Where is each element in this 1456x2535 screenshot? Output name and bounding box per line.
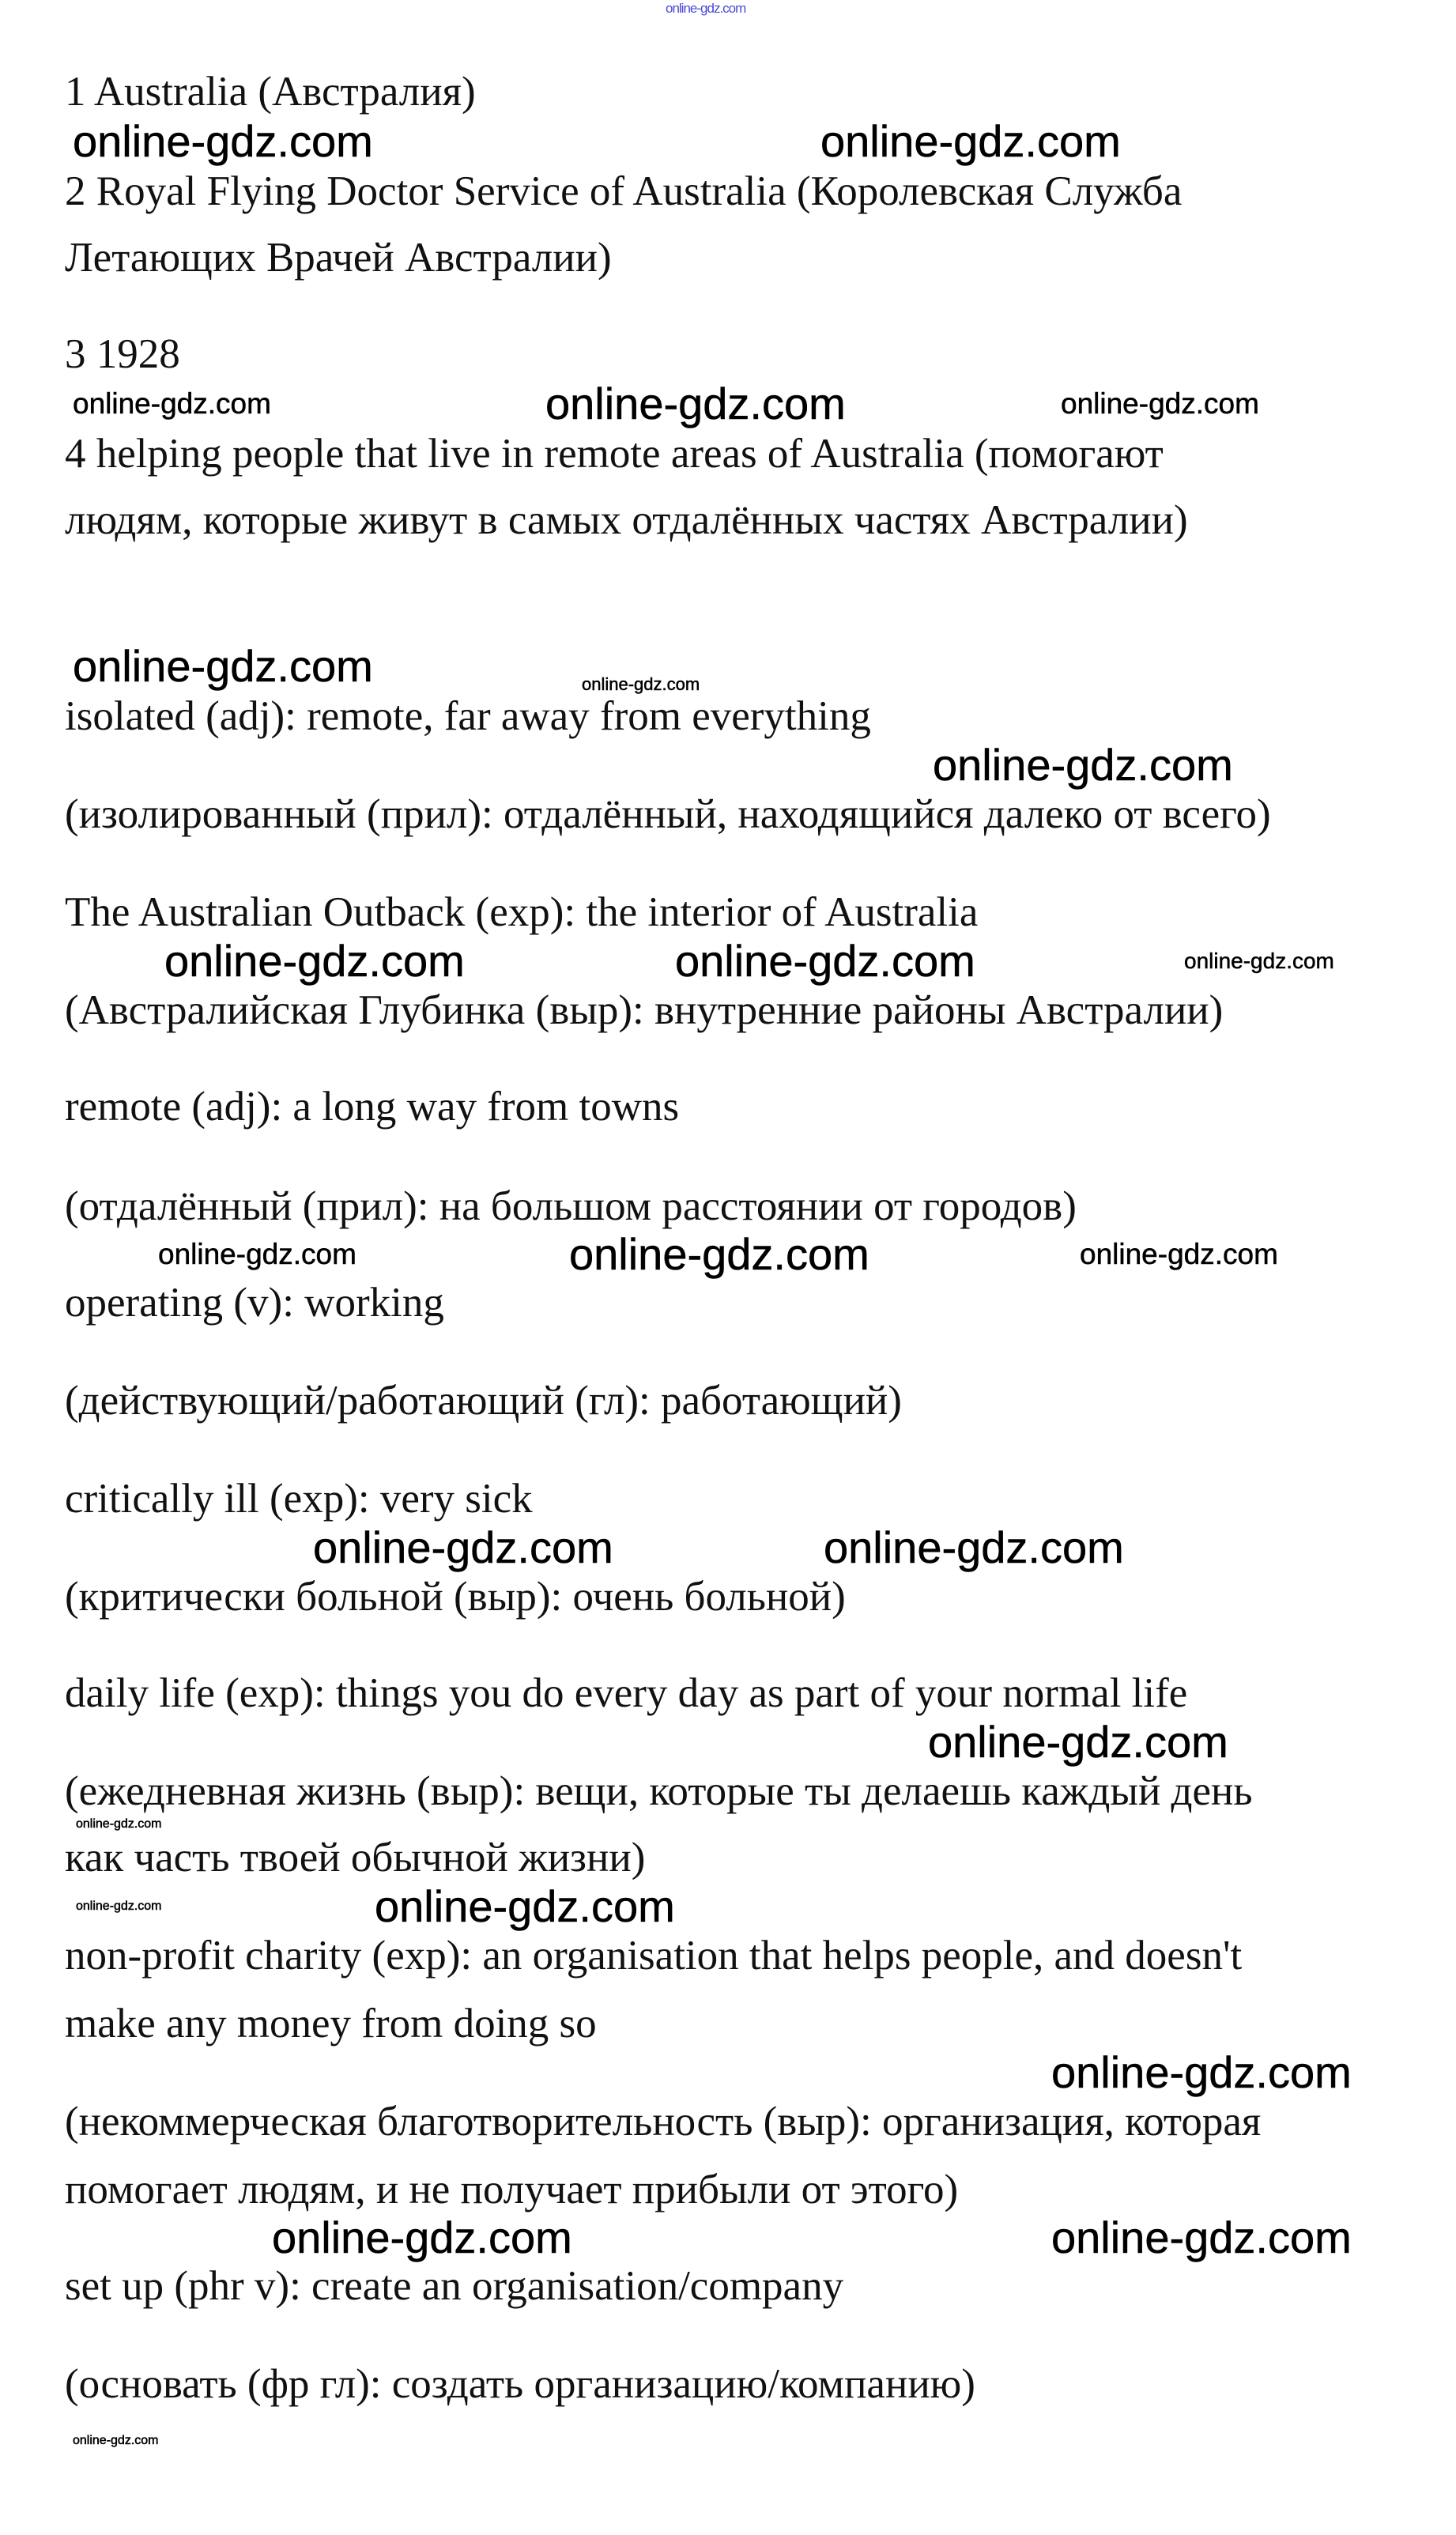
text-line: set up (phr v): create an organisation/company — [65, 2263, 844, 2309]
text-line: (основать (фр гл): создать организацию/компанию) — [65, 2361, 975, 2407]
watermark: online-gdz.com — [545, 379, 846, 428]
text-line: Летающих Врачей Австралии) — [65, 235, 612, 281]
text-line: 2 Royal Flying Doctor Service of Australia (Королевская Служба — [65, 168, 1183, 214]
watermark: online-gdz.com — [1080, 1238, 1278, 1270]
watermark: online-gdz.com — [76, 1817, 162, 1831]
watermark: online-gdz.com — [1051, 2047, 1352, 2097]
text-line: людям, которые живут в самых отдалённых частях Австралии) — [65, 497, 1188, 543]
text-line: 3 1928 — [65, 331, 180, 377]
watermark: online-gdz.com — [1051, 2212, 1352, 2262]
text-line: The Australian Outback (exp): the interior of Australia — [65, 889, 979, 935]
watermark: online-gdz.com — [73, 387, 271, 420]
text-line: 1 Australia (Австралия) — [65, 69, 476, 115]
watermark: online-gdz.com — [73, 2434, 159, 2447]
watermark: online-gdz.com — [928, 1717, 1228, 1767]
text-line: 4 helping people that live in remote areas of Australia (помогают — [65, 431, 1164, 477]
text-line: (отдалённый (прил): на большом расстоянии от городов) — [65, 1183, 1077, 1229]
watermark: online-gdz.com — [569, 1229, 869, 1279]
text-line: daily life (exp): things you do every day as part of your normal life — [65, 1670, 1188, 1716]
watermark: online-gdz.com — [375, 1881, 675, 1931]
text-line: (изолированный (прил): отдалённый, находящийся далеко от всего) — [65, 791, 1271, 837]
watermark: online-gdz.com — [1061, 387, 1259, 420]
text-line: (Австралийская Глубинка (выр): внутренние районы Австралии) — [65, 987, 1224, 1033]
watermark: online-gdz.com — [272, 2212, 572, 2262]
watermark: online-gdz.com — [313, 1522, 613, 1572]
text-line: помогает людям, и не получает прибыли от этого) — [65, 2167, 959, 2212]
text-line: как часть твоей обычной жизни) — [65, 1835, 646, 1881]
watermark: online-gdz.com — [76, 1899, 162, 1913]
watermark: online-gdz.com — [164, 936, 465, 986]
watermark: online-gdz.com — [582, 674, 700, 694]
text-line: make any money from doing so — [65, 2001, 597, 2046]
text-line: (ежедневная жизнь (выр): вещи, которые ты делаешь каждый день — [65, 1768, 1253, 1814]
text-line: (критически больной (выр): очень больной) — [65, 1574, 846, 1620]
watermark: online-gdz.com — [1184, 949, 1334, 973]
text-line: operating (v): working — [65, 1280, 444, 1326]
watermark: online-gdz.com — [675, 936, 975, 986]
text-line: (некоммерческая благотворительность (выр): организация, которая — [65, 2099, 1262, 2145]
text-line: non-profit charity (exp): an organisation that helps people, and doesn't — [65, 1933, 1243, 1979]
text-line: critically ill (exp): very sick — [65, 1476, 533, 1522]
watermark: online-gdz.com — [73, 641, 373, 691]
watermark: online-gdz.com — [820, 116, 1121, 166]
text-line: (действующий/работающий (гл): работающий) — [65, 1378, 902, 1424]
header-watermark: online-gdz.com — [666, 1, 746, 16]
watermark: online-gdz.com — [73, 116, 373, 166]
text-line: remote (adj): a long way from towns — [65, 1084, 680, 1130]
text-line: isolated (adj): remote, far away from everything — [65, 693, 871, 739]
watermark: online-gdz.com — [158, 1238, 356, 1270]
watermark: online-gdz.com — [824, 1522, 1124, 1572]
watermark: online-gdz.com — [933, 740, 1233, 790]
